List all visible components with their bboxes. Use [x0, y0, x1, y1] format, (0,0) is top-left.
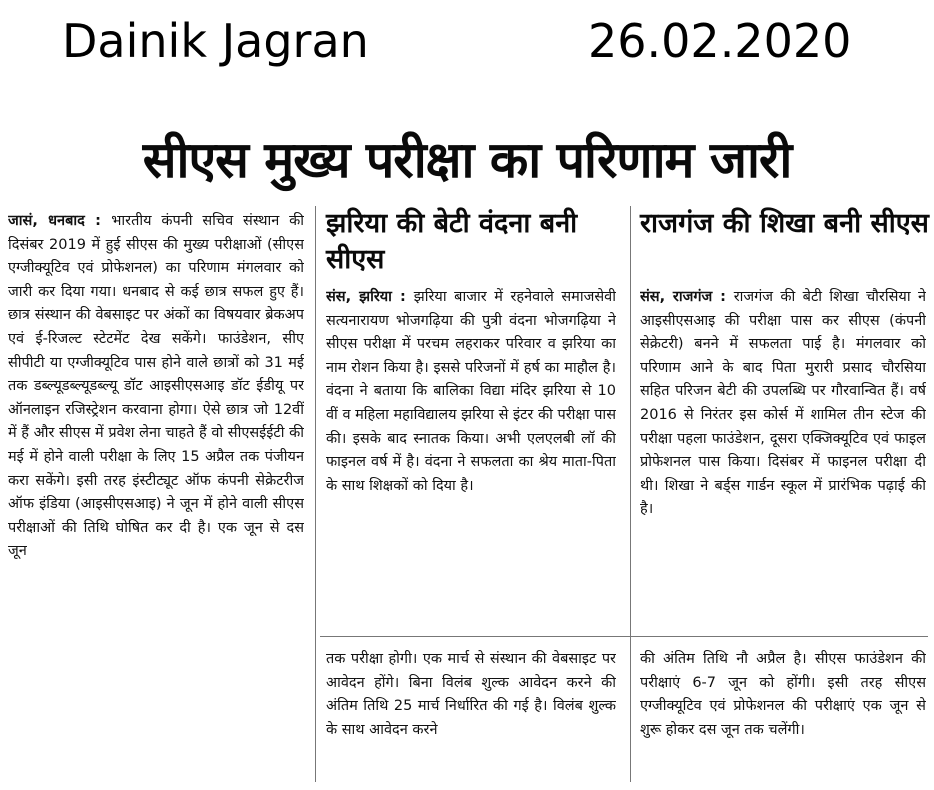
jharia-story-dateline: संस, झरिया : — [326, 289, 414, 305]
rajganj-story-dateline: संस, राजगंज : — [640, 289, 734, 305]
main-story-continuation-1: तक परीक्षा होगी। एक मार्च से संस्थान की वेबसाइट पर आवेदन होंगे। बिना विलंब शुल्क आवेदन करने की अंतिम तिथि 25 मार्च निर्धारित की गई है। विलंब शुल्क के साथ आवेदन करने — [326, 651, 616, 738]
rajganj-story-headline: राजगंज की शिखा बनी सीएस — [640, 208, 929, 239]
jharia-story-body: झरिया बाजार में रहनेवाले समाजसेवी सत्यनारायण भोजगढ़िया की पुत्री वंदना भोजगढ़िया ने सीएस परीक्षा में परचम लहराकर परिवार व झरिया का नाम रोशन किया है। इससे परिजनों में हर्ष का माहौल है। वंदना ने बताया कि बालिका विद्या मंदिर झरिया से 10 वीं व महिला महाविद्यालय झरिया से इंटर की परीक्षा पास की। इसके बाद स्नातक किया। अभी एलएलबी लॉ की फाइनल वर्ष में है। वंदना ने सफलता का श्रेय माता-पिता के साथ शिक्षकों को दिया है। — [326, 289, 616, 494]
jharia-story-headline: झरिया की बेटी वंदना बनी सीएस — [326, 208, 578, 275]
column-divider — [630, 206, 631, 782]
main-story-column — [8, 210, 304, 782]
story-divider — [320, 636, 928, 637]
rajganj-story-body: राजगंज की बेटी शिखा चौरसिया ने आइसीएसआइ की परीक्षा पास कर सीएस (कंपनी सेक्रेटरी) बनने में सफलता पाई है। मंगलवार को परिणाम आने के बाद पिता मुरारी प्रसाद चौरसिया सहित परिजन बेटी की उपलब्धि पर गौरवान्वित हैं। वर्ष 2016 से निरंतर इस कोर्स में शामिल तीन स्टेज की परीक्षा पहला फाउंडेशन, दूसरा एक्जिक्यूटिव एवं फाइल प्रोफेशनल पास किया। दिसंबर में फाइनल परीक्षा दी थी। शिखा ने बर्ड्स गार्डन स्कूल में प्रारंभिक पढ़ाई की है। — [640, 289, 926, 518]
main-story-body: भारतीय कंपनी सचिव संस्थान की दिसंबर 2019 में हुई सीएस की मुख्य परीक्षाओं (सीएस एग्जीक्यूटिव एवं प्रोफेशनल) का परिणाम मंगलवार को जारी कर दिया गया। धनबाद से कई छात्र सफल हुए हैं। छात्र संस्थान की वेबसाइट पर अंकों का विषयवार ब्रेकअप एवं ई-रिजल्ट स्टेटमेंट देख सकेंगे। फाउंडेशन, सीए सीपीटी या एग्जीक्यूटिव पास होने वाले छात्रों को 31 मई तक डब्ल्यूडब्ल्यूडब्ल्यू डॉट आइसीएसआइ डॉट ईडीयू पर ऑनलाइन रजिस्ट्रेशन करवाना होगा। ऐसे छात्र जो 12वीं में हैं और सीएस में प्रवेश लेना चाहते हैं वो सीएसईईटी की मई में होने वाली परीक्षा के लिए 15 अप्रैल तक पंजीयन करा सकेंगे। इसी तरह इंस्टीट्यूट ऑफ कंपनी सेक्रेटरीज ऑफ इंडिया (आइसीएसआइ) ने जून में होने वाली सीएस परीक्षाओं की तिथि घोषित कर दी है। एक जून से दस जून — [8, 213, 304, 560]
main-headline: सीएस मुख्य परीक्षा का परिणाम जारी — [142, 131, 792, 189]
jharia-story-column — [326, 286, 616, 626]
main-story-continuation-2: की अंतिम तिथि नौ अप्रैल है। सीएस फाउंडेशन की परीक्षाएं 6-7 जून को होंगी। इसी तरह सीएस एग्जीक्यूटिव एवं प्रोफेशनल की परीक्षाएं एक जून से शुरू होकर दस जून तक चलेंगी। — [640, 651, 926, 738]
publication-date: 26.02.2020 — [588, 14, 852, 68]
column-divider — [315, 206, 316, 782]
rajganj-story-column — [640, 286, 926, 626]
main-story-dateline: जासं, धनबाद : — [8, 213, 112, 229]
publication-name: Dainik Jagran — [62, 14, 369, 68]
